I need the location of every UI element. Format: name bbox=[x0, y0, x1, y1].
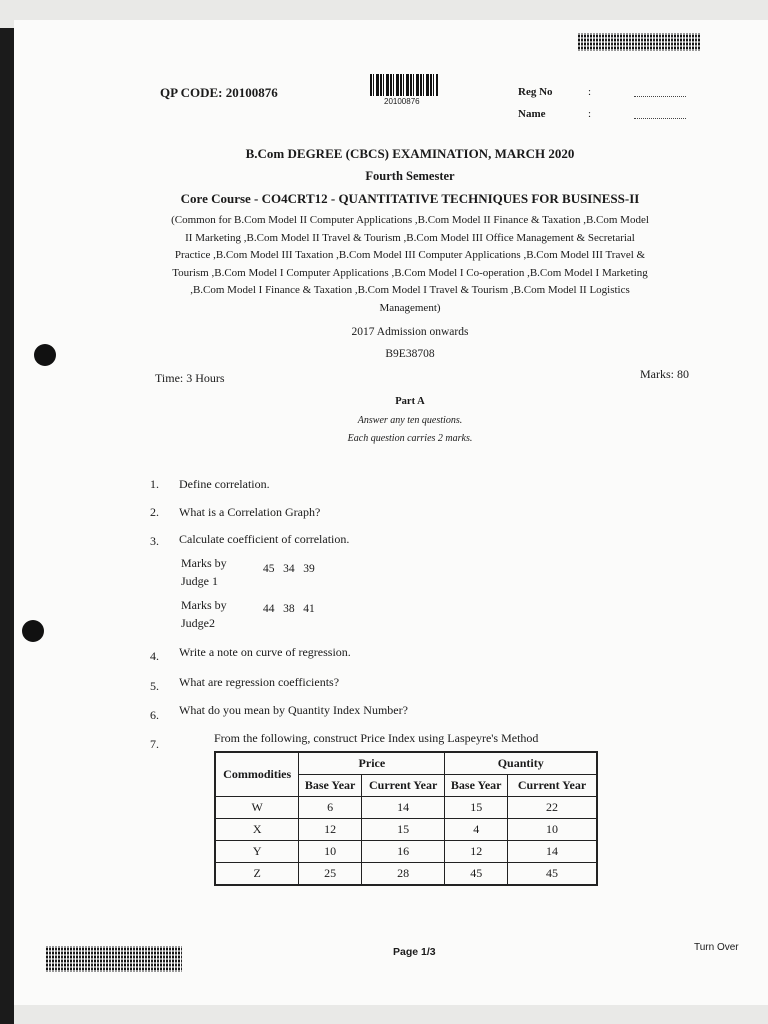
table-cell: 45 bbox=[445, 863, 508, 886]
question-text: From the following, construct Price Index using Laspeyre's Method bbox=[214, 731, 539, 745]
table-cell: 6 bbox=[299, 797, 362, 819]
subheader-cell: Base Year bbox=[299, 775, 362, 797]
question-number: 1. bbox=[150, 477, 159, 491]
header-commodities: Commodities bbox=[215, 752, 299, 797]
question-number: 3. bbox=[150, 534, 159, 548]
table-header-row bbox=[215, 752, 597, 775]
table-cell: 16 bbox=[361, 841, 445, 863]
table-cell: W bbox=[215, 797, 299, 819]
table-cell: Y bbox=[215, 841, 299, 863]
turn-over-note: Turn Over bbox=[694, 942, 739, 953]
common-for-line: II Marketing ,B.Com Model II Travel & Tourism ,B.Com Model III Office Management & Secretarial bbox=[185, 231, 635, 244]
qp-code: QP CODE: 20100876 bbox=[160, 85, 278, 100]
common-for-line: Tourism ,B.Com Model I Computer Applications ,B.Com Model I Co-operation ,B.Com Model I Marketing bbox=[172, 266, 648, 279]
table-cell: 28 bbox=[361, 863, 445, 886]
table-cell: 22 bbox=[507, 797, 597, 819]
scan-edge bbox=[0, 28, 14, 1024]
common-for-block bbox=[110, 212, 710, 318]
max-marks: Marks: 80 bbox=[640, 367, 689, 381]
judge-label-line: Marks by bbox=[181, 556, 227, 570]
subheader-cell: Current Year bbox=[507, 775, 597, 797]
table-row bbox=[215, 863, 597, 886]
table-cell: 10 bbox=[299, 841, 362, 863]
top-right-barcode bbox=[578, 33, 700, 51]
question-text: Define correlation. bbox=[179, 477, 270, 491]
table-cell: 14 bbox=[507, 841, 597, 863]
course-title: Core Course - CO4CRT12 - QUANTITATIVE TECHNIQUES FOR BUSINESS-II bbox=[180, 191, 640, 206]
table-cell: 15 bbox=[361, 819, 445, 841]
table-cell: Z bbox=[215, 863, 299, 886]
semester: Fourth Semester bbox=[365, 169, 455, 183]
subheader-cell: Base Year bbox=[445, 775, 508, 797]
question-text: Write a note on curve of regression. bbox=[179, 645, 351, 659]
reg-no-label: Reg No bbox=[518, 86, 553, 98]
question-text: What are regression coefficients? bbox=[179, 675, 340, 689]
header-price: Price bbox=[299, 752, 445, 775]
table-cell: 12 bbox=[445, 841, 508, 863]
table-cell: 14 bbox=[361, 797, 445, 819]
table-row bbox=[215, 819, 597, 841]
table-row bbox=[215, 841, 597, 863]
table-cell: X bbox=[215, 819, 299, 841]
punch-hole-bottom bbox=[22, 620, 44, 642]
table-cell: 25 bbox=[299, 863, 362, 886]
table-cell: 10 bbox=[507, 819, 597, 841]
question-number: 5. bbox=[150, 679, 159, 693]
name-label: Name bbox=[518, 108, 546, 120]
qp-barcode bbox=[370, 74, 438, 96]
judge-label-line: Marks by bbox=[181, 598, 227, 612]
paper-code: B9E38708 bbox=[385, 348, 435, 360]
judge-label-line: Judge 1 bbox=[181, 574, 218, 588]
judge-label-line: Judge2 bbox=[181, 616, 215, 630]
judge2-label bbox=[181, 596, 227, 632]
table-cell: 45 bbox=[507, 863, 597, 886]
common-for-line: (Common for B.Com Model II Computer Applications ,B.Com Model II Finance & Taxation ,B.Com Model bbox=[171, 214, 649, 226]
table-cell: 4 bbox=[445, 819, 508, 841]
question-number: 7. bbox=[150, 737, 159, 751]
punch-hole-top bbox=[34, 344, 56, 366]
part-a-instruction: Answer any ten questions. bbox=[357, 415, 463, 426]
common-for-line: Practice ,B.Com Model III Taxation ,B.Com Model III Computer Applications ,B.Com Model III Travel & bbox=[174, 249, 646, 262]
question-number: 6. bbox=[150, 708, 159, 722]
bottom-left-barcode bbox=[46, 946, 182, 972]
admission-note: 2017 Admission onwards bbox=[351, 326, 469, 338]
common-for-line: ,B.Com Model I Finance & Taxation ,B.Com Model I Travel & Tourism ,B.Com Model II Logistics bbox=[190, 284, 630, 297]
name-field bbox=[634, 110, 686, 119]
table-cell: 12 bbox=[299, 819, 362, 841]
part-a-marks-note: Each question carries 2 marks. bbox=[347, 433, 473, 444]
part-a-title: Part A bbox=[395, 396, 425, 407]
table-cell: 15 bbox=[445, 797, 508, 819]
reg-no-colon: : bbox=[588, 86, 592, 98]
question-number: 2. bbox=[150, 505, 159, 519]
barcode-number: 20100876 bbox=[384, 97, 420, 106]
header-quantity: Quantity bbox=[445, 752, 597, 775]
question-text: What is a Correlation Graph? bbox=[179, 505, 321, 519]
name-colon: : bbox=[588, 108, 592, 120]
judge1-label bbox=[181, 554, 227, 590]
question-text: What do you mean by Quantity Index Number? bbox=[179, 703, 408, 717]
question-text: Calculate coefficient of correlation. bbox=[179, 532, 350, 546]
judge2-marks: 44 38 41 bbox=[263, 603, 315, 615]
table-row bbox=[215, 797, 597, 819]
judge1-marks: 45 34 39 bbox=[263, 563, 315, 575]
common-for-line: Management) bbox=[379, 301, 441, 314]
exam-title: B.Com DEGREE (CBCS) EXAMINATION, MARCH 2020 bbox=[245, 146, 575, 161]
subheader-cell: Current Year bbox=[361, 775, 445, 797]
laspeyres-table bbox=[214, 751, 598, 886]
question-number: 4. bbox=[150, 649, 159, 663]
page-number: Page 1/3 bbox=[393, 946, 436, 958]
reg-no-field bbox=[634, 88, 686, 97]
time-allowed: Time: 3 Hours bbox=[155, 371, 225, 385]
